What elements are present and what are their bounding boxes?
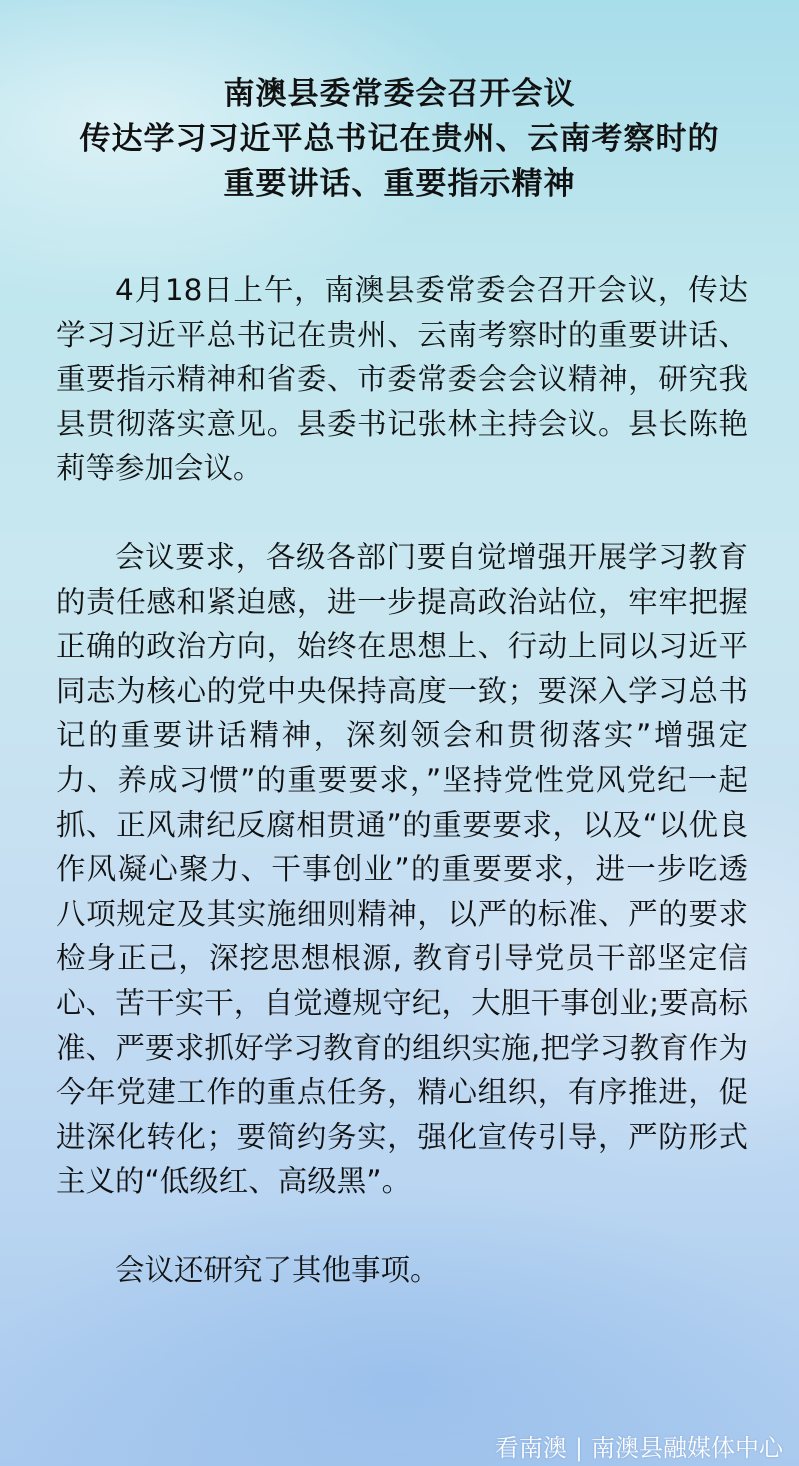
paragraph-other-matters: 会议还研究了其他事项。 <box>115 1252 440 1287</box>
article-body <box>56 268 748 1336</box>
credit-source: 看南澳 <box>494 1434 567 1462</box>
title-line: 传达学习习近平总书记在贵州、云南考察时的 <box>79 121 720 157</box>
credit-publisher: 南澳县融媒体中心 <box>591 1434 783 1462</box>
watermark-credit <box>495 1434 783 1462</box>
paragraph-meeting-intro: 4月18日上午，南澳县委常委会召开会议，传达学习习近平总书记在贵州、云南考察时的重要讲话、重要指示精神和省委、市委常委会会议精神，研究我县贯彻落实意见。县委书记张林主持会议。县长陈艳莉等参加会议。 <box>56 273 748 486</box>
title-line: 重要讲话、重要指示精神 <box>223 166 576 202</box>
paragraph-meeting-requirements: 会议要求，各级各部门要自觉增强开展学习教育的责任感和紧迫感，进一步提高政治站位，牢牢把握正确的政治方向，始终在思想上、行动上同以习近平同志为核心的党中央保持高度一致；要深入学习总书记的重要讲话精神，深刻领会和贯彻落实”增强定力、养成习惯”的重要要求，”坚持党性党风党纪一起抓、正风肃纪反腐相贯通”的重要要求，以及“以优良作风凝心聚力、干事创业”的重要要求，进一步吃透八项规定及其实施细则精神，以严的标准、严的要求检身正己，深挖思想根源, 教育引导党员干部坚定信心、苦干实干，自觉遵规守纪，大胆干事创业;要高标准、严要求抓好学习教育的组织实施,把学习教育作为今年党建工作的重点任务，精心组织，有序推进，促进深化转化；要简约务实，强化宣传引导，严防形式主义的“低级红、高级黑”。 <box>56 539 748 1199</box>
article-title <box>30 72 769 207</box>
credit-separator: | <box>574 1434 583 1462</box>
title-line: 南澳县委常委会召开会议 <box>223 76 576 112</box>
